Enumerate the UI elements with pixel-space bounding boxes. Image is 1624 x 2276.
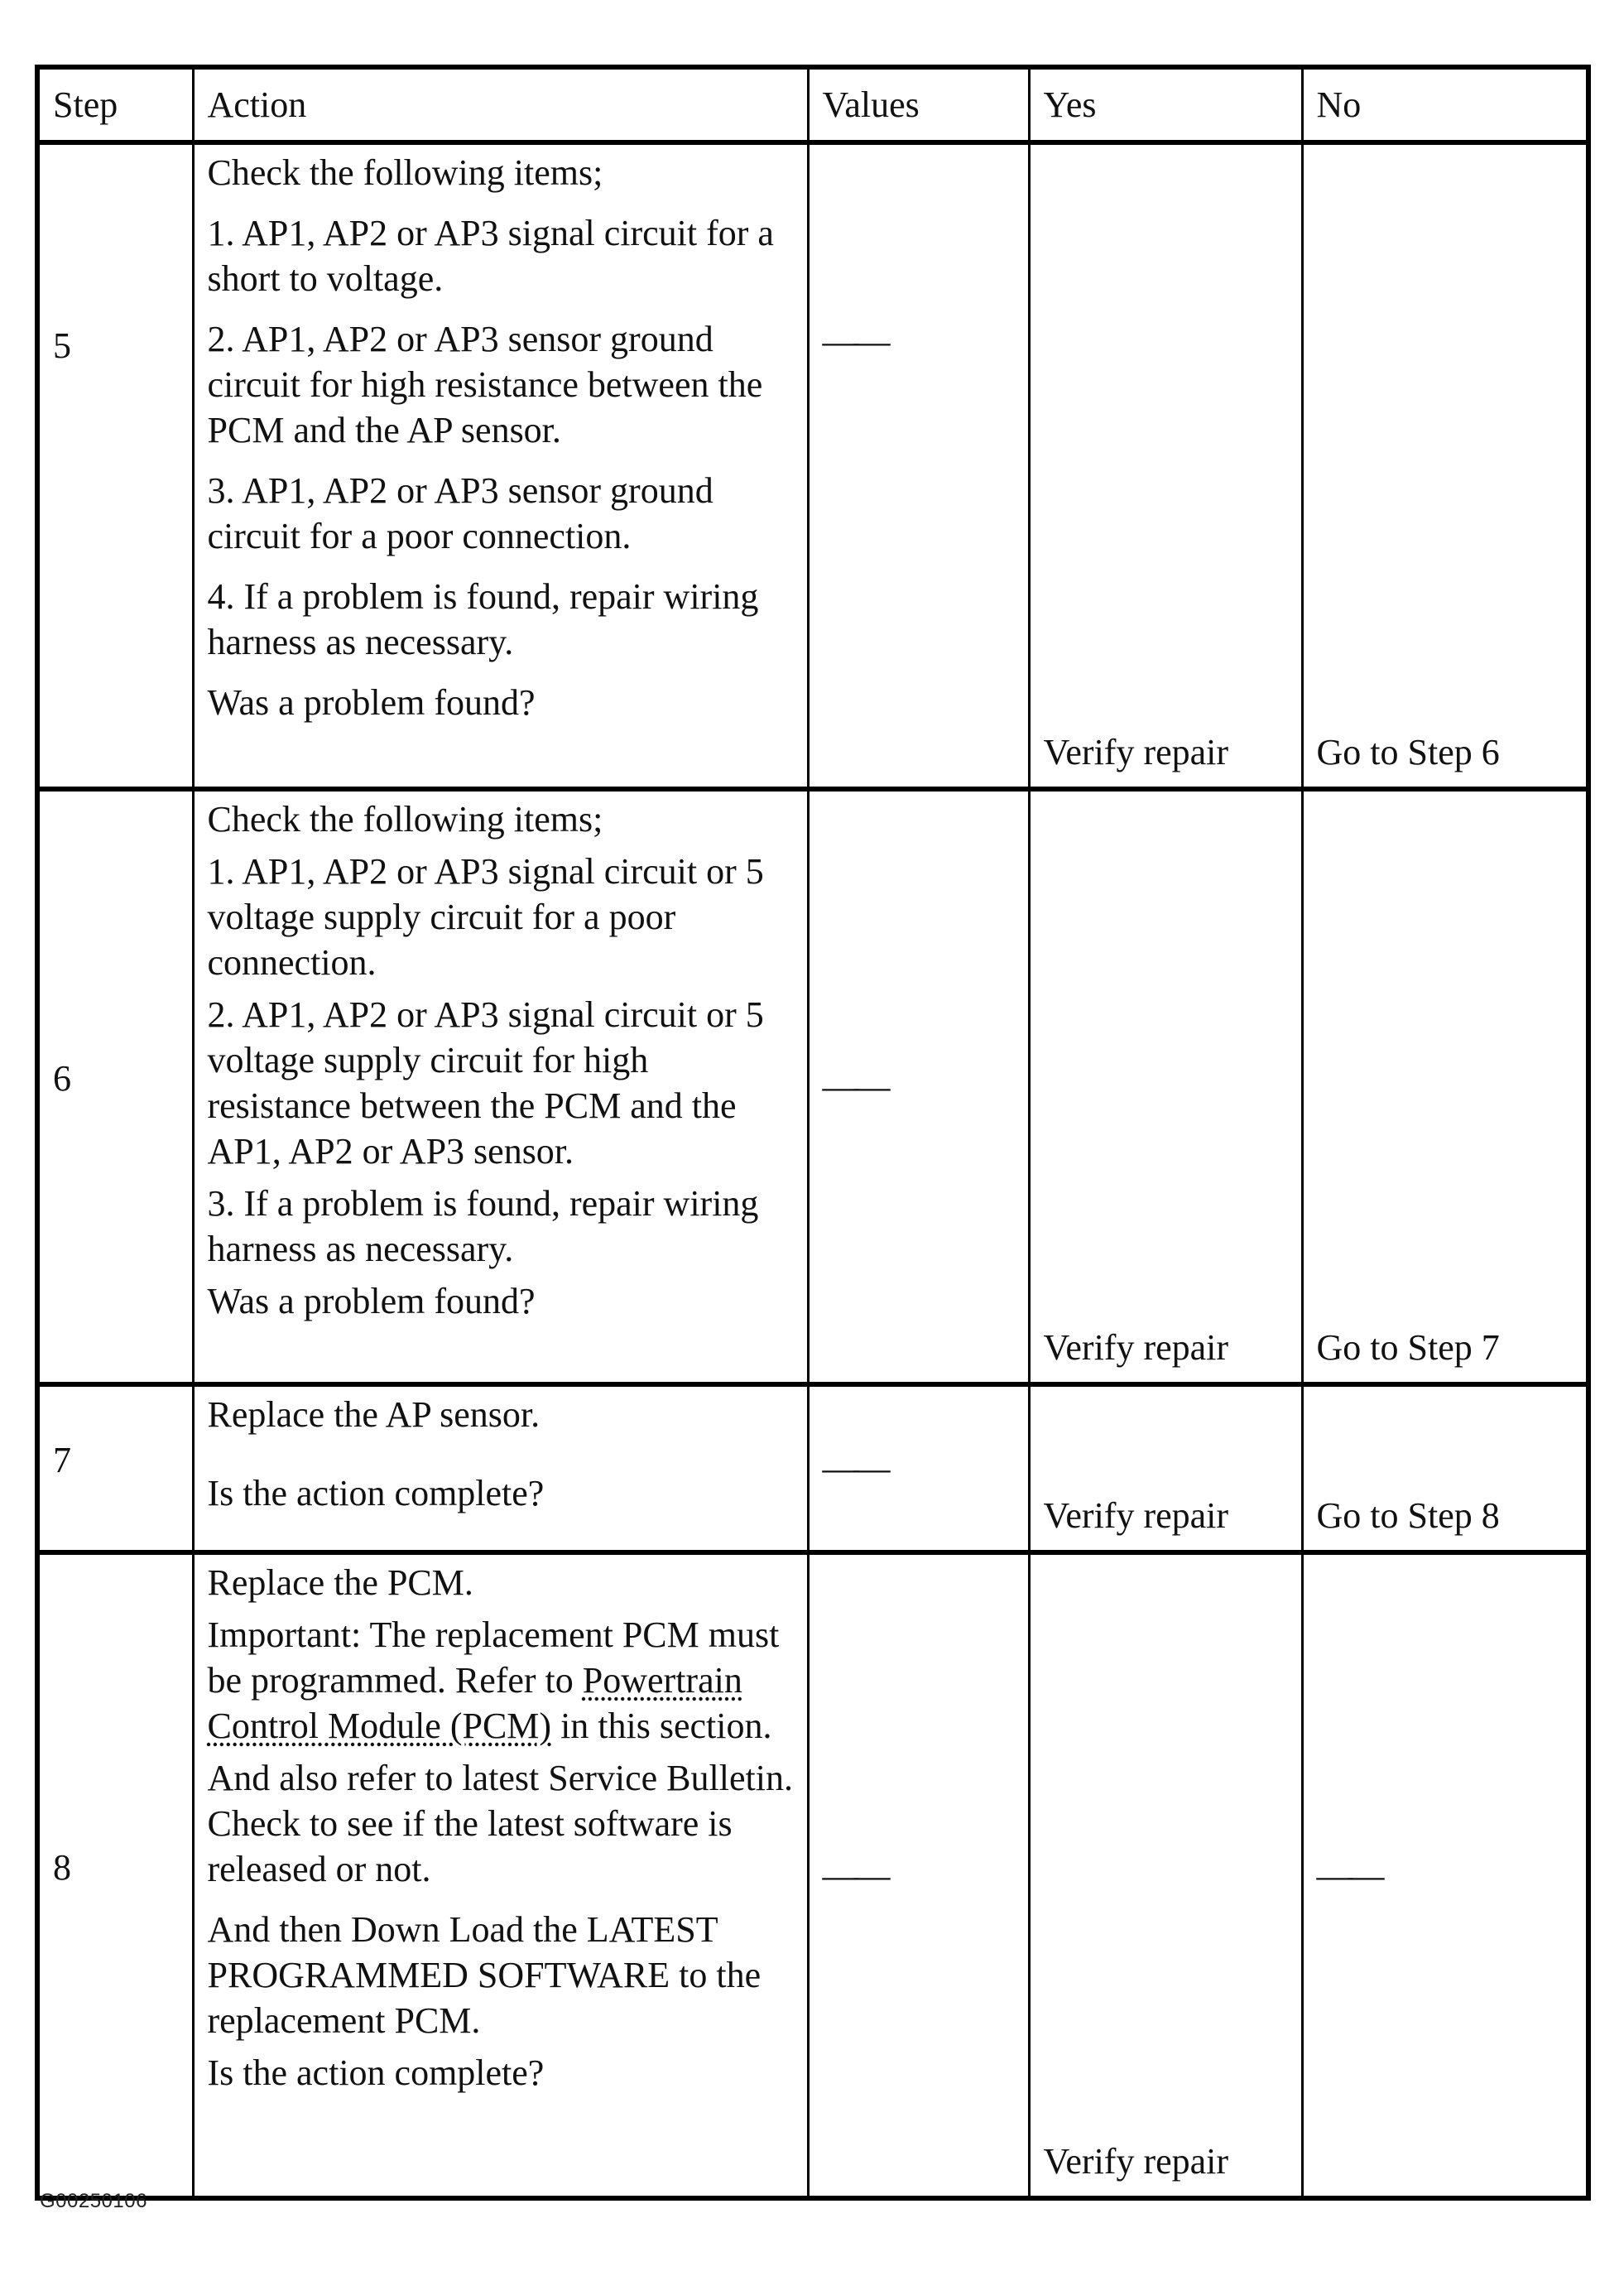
action-item-3: 3. If a problem is found, repair wiring harness as necessary.: [207, 1183, 759, 1269]
action-item-1: 1. AP1, AP2 or AP3 signal circuit or 5 voltage supply circuit for a poor connection.: [207, 851, 764, 983]
diagnostic-table: [35, 65, 1591, 2201]
action-item-1: 1. AP1, AP2 or AP3 signal circuit for a short to voltage.: [207, 213, 774, 299]
header-step: Step: [37, 67, 193, 142]
header-no: No: [1302, 67, 1588, 142]
yes-cell: Verify repair: [1029, 789, 1302, 1384]
step-6-row: [37, 789, 1588, 1384]
step-5-row: [37, 142, 1588, 789]
action-item-2: 2. AP1, AP2 or AP3 sensor ground circuit for high resistance between the PCM and the AP sensor.: [207, 319, 763, 450]
action-cell: [193, 1384, 808, 1552]
values-cell: [808, 1384, 1029, 1552]
header-action: Action: [193, 67, 808, 142]
action-intro: Replace the AP sensor.: [207, 1394, 541, 1435]
header-values: Values: [808, 67, 1029, 142]
action-question: Is the action complete?: [207, 2052, 545, 2093]
step-7-row: [37, 1384, 1588, 1552]
header-yes: Yes: [1029, 67, 1302, 142]
values-cell: [808, 1552, 1029, 2198]
action-item-2: 2. AP1, AP2 or AP3 signal circuit or 5 voltage supply circuit for high resistance between the PCM and the AP1, AP2 or AP3 sensor.: [207, 994, 764, 1172]
values-dash: ——: [822, 1066, 886, 1107]
bulletin-note: And also refer to latest Service Bulletin. Check to see if the latest software is released or not.: [207, 1758, 793, 1889]
action-cell: [193, 1552, 808, 2198]
pcm-reference-link[interactable]: Powertrain Control Module (PCM): [207, 1660, 742, 1746]
step-number: 5: [37, 142, 193, 789]
no-cell: Go to Step 7: [1302, 789, 1588, 1384]
yes-cell: Verify repair: [1029, 142, 1302, 789]
action-item-3: 3. AP1, AP2 or AP3 sensor ground circuit for a poor connection.: [207, 470, 714, 556]
values-dash: ——: [822, 1448, 886, 1489]
step-number: 7: [37, 1384, 193, 1552]
step-number: 8: [37, 1552, 193, 2198]
values-dash: ——: [822, 321, 886, 362]
header-row: [37, 67, 1588, 142]
values-cell: [808, 142, 1029, 789]
document-id: G00250106: [40, 2190, 147, 2212]
no-cell: Go to Step 8: [1302, 1384, 1588, 1552]
important-suffix: in this section.: [560, 1706, 772, 1746]
action-question: Was a problem found?: [207, 682, 536, 723]
yes-cell: Verify repair: [1029, 1384, 1302, 1552]
no-dash: ——: [1316, 1855, 1380, 1896]
action-question: Was a problem found?: [207, 1281, 536, 1321]
action-cell: [193, 789, 808, 1384]
action-question: Is the action complete?: [207, 1473, 545, 1513]
download-note: And then Down Load the LATEST PROGRAMMED SOFTWARE to the replacement PCM.: [207, 1909, 762, 2041]
action-intro: Check the following items;: [207, 152, 603, 193]
important-note: [208, 1612, 799, 1749]
important-prefix: Important: The replacement PCM must be programmed. Refer to: [207, 1614, 780, 1701]
no-cell: [1302, 1552, 1588, 2198]
action-intro: Replace the PCM.: [207, 1562, 473, 1603]
values-cell: [808, 789, 1029, 1384]
step-number: 6: [37, 789, 193, 1384]
yes-cell: Verify repair: [1029, 1552, 1302, 2198]
values-dash: ——: [822, 1855, 886, 1896]
step-8-row: [37, 1552, 1588, 2198]
action-item-4: 4. If a problem is found, repair wiring harness as necessary.: [207, 576, 759, 662]
action-cell: [193, 142, 808, 789]
action-intro: Check the following items;: [207, 799, 603, 840]
no-cell: Go to Step 6: [1302, 142, 1588, 789]
